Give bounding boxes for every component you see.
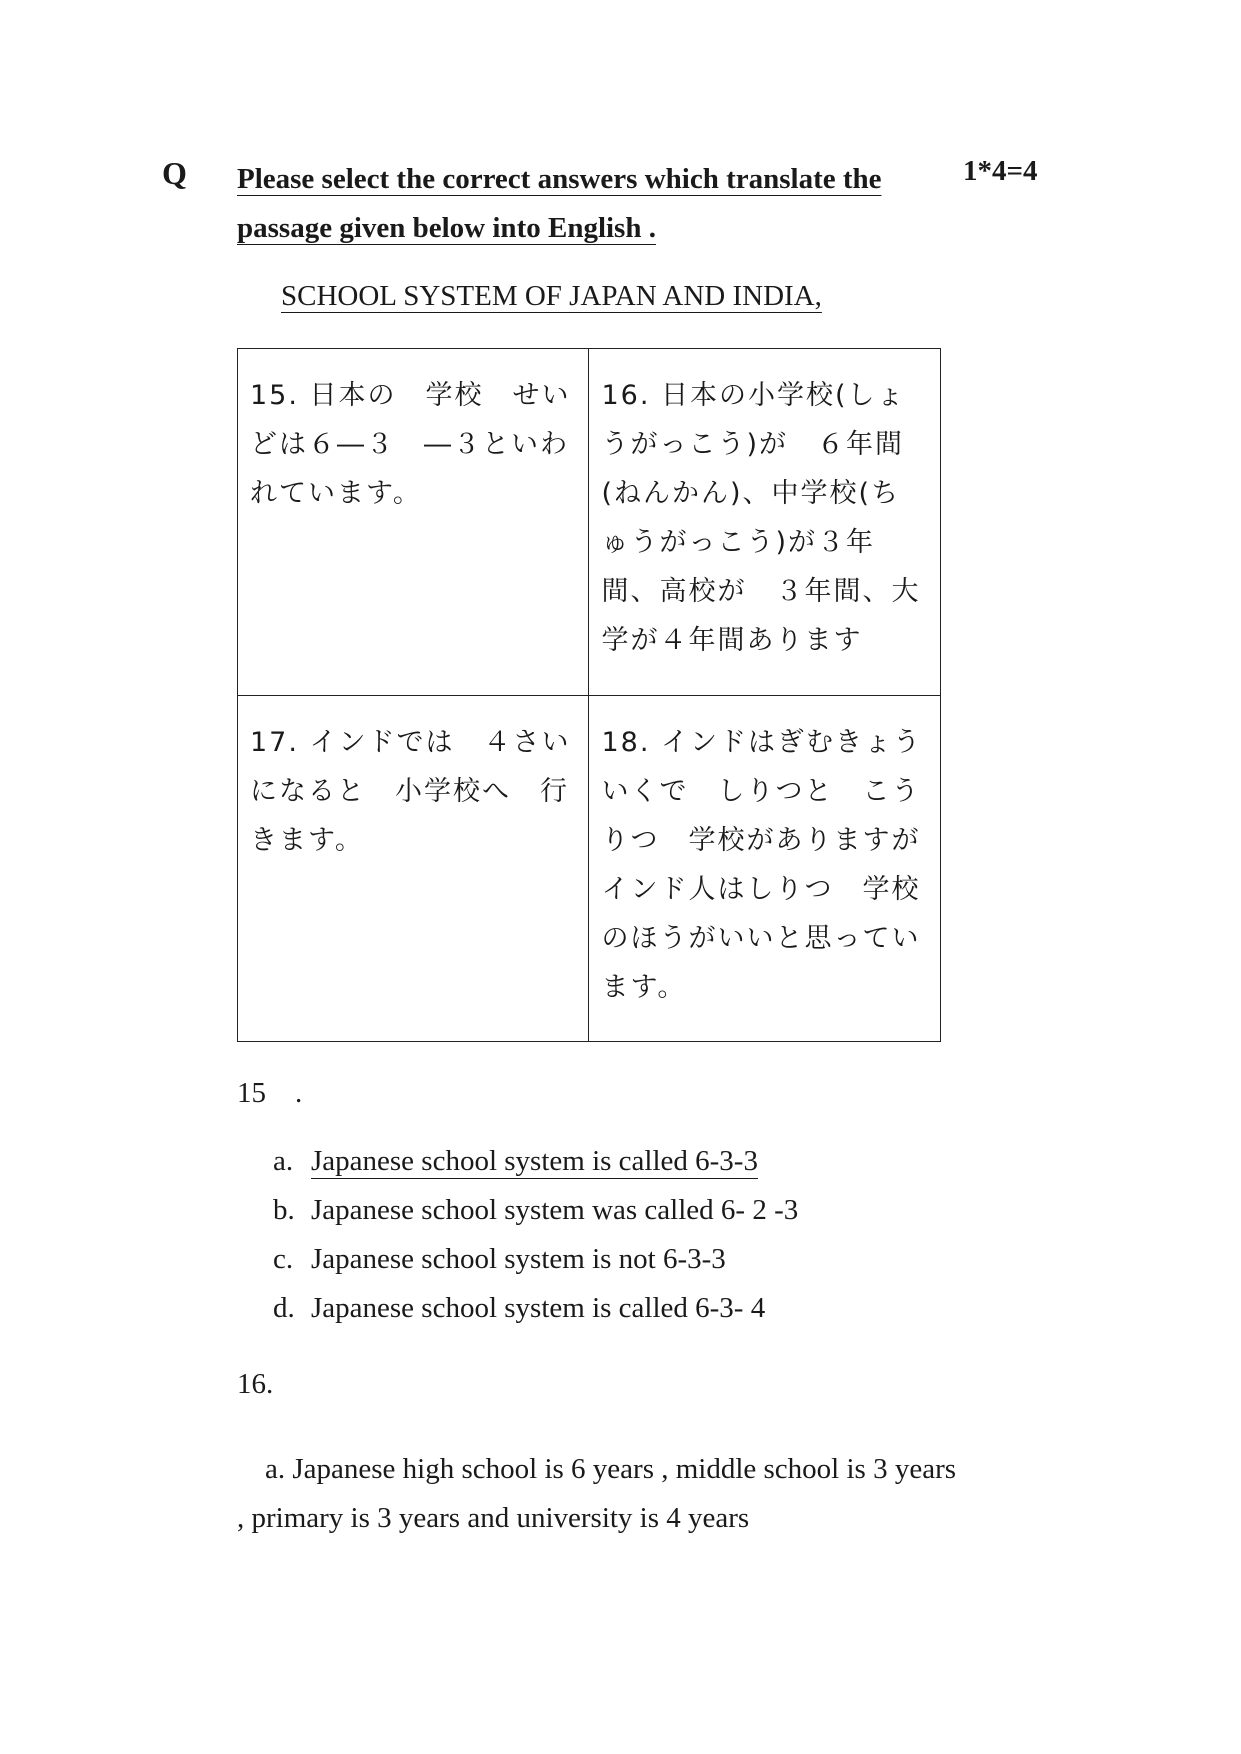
question-16-number: 16.: [237, 1368, 274, 1400]
passage-table: [237, 348, 941, 1042]
q15-option-d[interactable]: [273, 1292, 765, 1325]
q15-option-b[interactable]: [273, 1194, 798, 1227]
passage-cell-16: 16. 日本の小学校(しょうがっこう)が ６年間(ねんかん)、中学校(ちゅうがっこう)が３年間、高校が ３年間、大学が４年間あります: [589, 349, 941, 696]
option-text: Japanese school system is called 6-3- 4: [311, 1292, 766, 1324]
prompt-line-1: Please select the correct answers which translate the: [237, 163, 882, 195]
marks-label: 1*4=4: [963, 155, 1038, 187]
passage-cell-17: 17. インドでは ４さいになると 小学校へ 行きます。: [238, 696, 589, 1042]
question-label: Q: [162, 155, 187, 191]
passage-heading: SCHOOL SYSTEM OF JAPAN AND INDIA,: [281, 280, 822, 312]
question-15-number: 15 .: [237, 1077, 303, 1109]
question-prompt: [237, 155, 907, 253]
option-text: Japanese school system is not 6-3-3: [311, 1243, 726, 1275]
q16-option-a[interactable]: a. Japanese high school is 6 years , middle school is 3 years , primary is 3 years and university is 4 years: [237, 1453, 957, 1534]
option-letter: d.: [273, 1292, 295, 1324]
option-letter: b.: [273, 1194, 295, 1226]
option-letter: c.: [273, 1243, 294, 1275]
passage-cell-18: 18. インドはぎむきょういくで しりつと こうりつ 学校がありますがインド人はしりつ 学校のほうがいいと思っています。: [589, 696, 941, 1042]
q15-option-c[interactable]: [273, 1243, 726, 1276]
option-text: Japanese school system was called 6- 2 -3: [311, 1194, 799, 1226]
q15-option-a[interactable]: [273, 1145, 758, 1178]
passage-cell-15: 15. 日本の 学校 せいどは６―３ ―３といわれています。: [238, 349, 589, 696]
option-letter: a.: [273, 1145, 294, 1177]
option-text: Japanese school system is called 6-3-3: [311, 1145, 758, 1177]
prompt-line-2: passage given below into English .: [237, 212, 656, 244]
